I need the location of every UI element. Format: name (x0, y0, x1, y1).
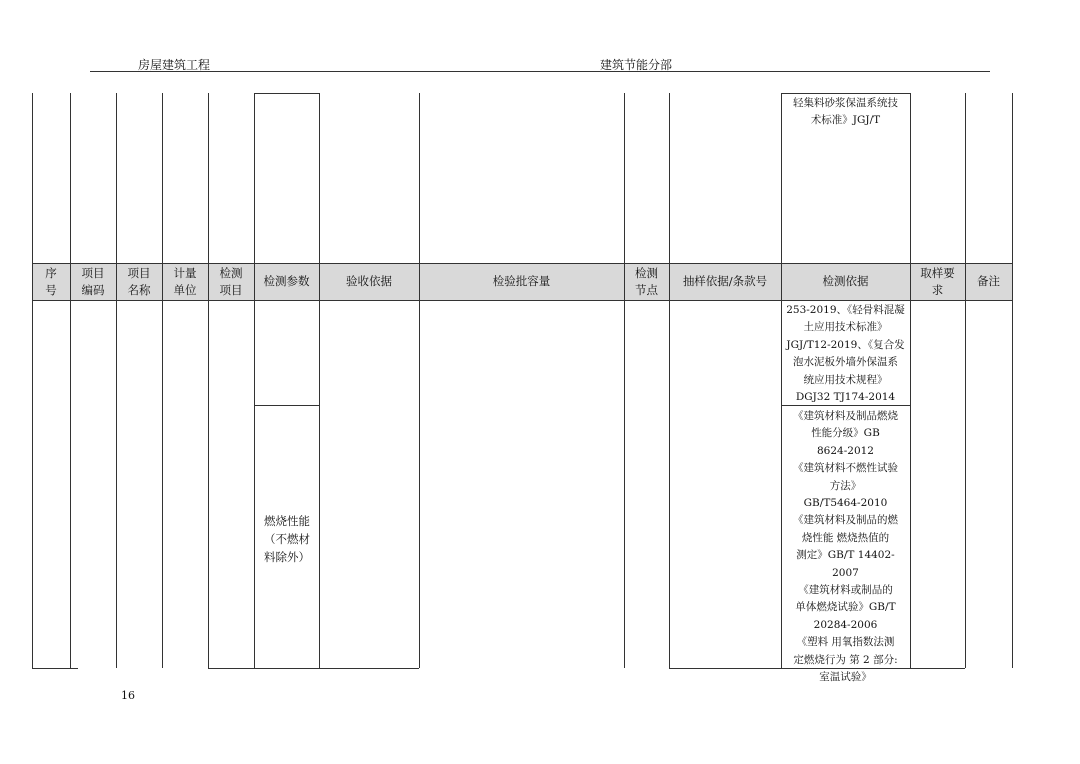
col-header-basis: 检测依据 (822, 274, 869, 288)
header-section-right: 建筑节能分部 (600, 58, 673, 72)
col-header-requirement: 取样要 求 (920, 265, 955, 297)
col-header-param: 检测参数 (263, 274, 310, 288)
col-header-item: 检测 项目 (219, 265, 243, 297)
col-header-code: 项目 编码 (81, 265, 105, 297)
col-header-unit: 计量 单位 (173, 265, 197, 297)
col-header-batch: 检验批容量 (492, 274, 551, 288)
col-header-seq: 序 号 (45, 265, 57, 297)
col-header-acceptance: 验收依据 (346, 274, 392, 288)
basis-cell-continued: 253-2019、《轻骨料混凝 土应用技术标准》 JGJ/T12-2019、《复合发 泡水泥板外墙外保温系 统应用技术规程》 DGJ32 TJ174-2014 (786, 304, 905, 404)
page-number: 16 (121, 689, 135, 702)
param-cell-fire-performance: 燃烧性能 （不燃材 料除外） (264, 514, 310, 564)
col-header-sampling: 抽样依据/条款号 (682, 274, 768, 288)
col-header-remark: 备注 (977, 274, 1000, 288)
col-header-name: 项目 名称 (127, 265, 151, 297)
basis-cell-fire-standards: 《建筑材料及制品燃烧 性能分级》GB 8624-2012 《建筑材料不燃性试验 方法》 GB/T5464-2010 《建筑材料及制品的燃 烧性能 燃烧热值的 测定》GB/T 14402-2007 《建筑材料或制品的 单体燃烧试验》GB/T 20284-2006 《塑料 用氧指数法测 定燃烧行为 第 2 部分: 室温试验》 (793, 410, 898, 684)
basis-cell-top: 轻集料砂浆保温系统技 术标准》JGJ/T (793, 97, 898, 127)
header-rule (90, 71, 990, 72)
header-section-left: 房屋建筑工程 (138, 58, 211, 72)
col-header-node: 检测 节点 (635, 265, 658, 297)
